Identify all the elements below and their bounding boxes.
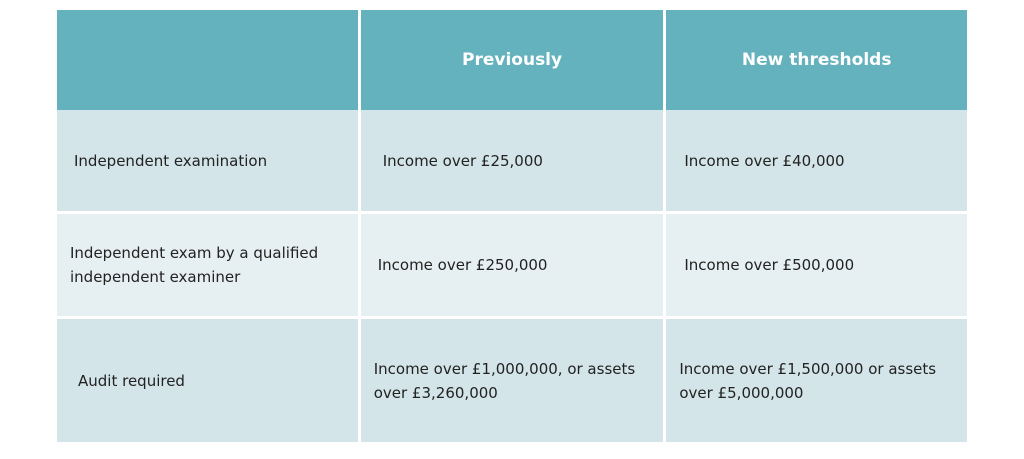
previously-value: Income over £250,000 <box>377 256 548 274</box>
previously-value: Income over £25,000 <box>382 151 543 170</box>
previously-value: Income over £1,000,000, or assets over £3,260,000 <box>373 359 636 402</box>
previously-cell <box>361 214 667 319</box>
new-threshold-cell <box>666 214 967 319</box>
thresholds-table <box>57 10 967 442</box>
table-header-row <box>57 10 967 110</box>
row-label-cell <box>57 214 361 319</box>
row-label-cell <box>57 319 361 442</box>
new-threshold-value: Income over £500,000 <box>684 256 855 274</box>
row-label: Independent exam by a qualified independent examiner <box>70 244 319 286</box>
header-new-thresholds: New thresholds <box>666 10 967 110</box>
table-row <box>57 214 967 319</box>
previously-cell <box>361 319 667 442</box>
header-empty-cell <box>57 10 361 110</box>
new-threshold-cell <box>666 110 967 214</box>
new-threshold-cell <box>666 319 967 442</box>
new-threshold-value: Income over £1,500,000 or assets over £5,000,000 <box>679 359 937 402</box>
table-row <box>57 319 967 442</box>
row-label: Audit required <box>78 371 185 390</box>
row-label: Independent examination <box>74 151 268 170</box>
previously-cell <box>361 110 667 214</box>
new-threshold-value: Income over £40,000 <box>684 151 845 170</box>
row-label-cell <box>57 110 361 214</box>
header-previously: Previously <box>361 10 667 110</box>
table-row <box>57 110 967 214</box>
